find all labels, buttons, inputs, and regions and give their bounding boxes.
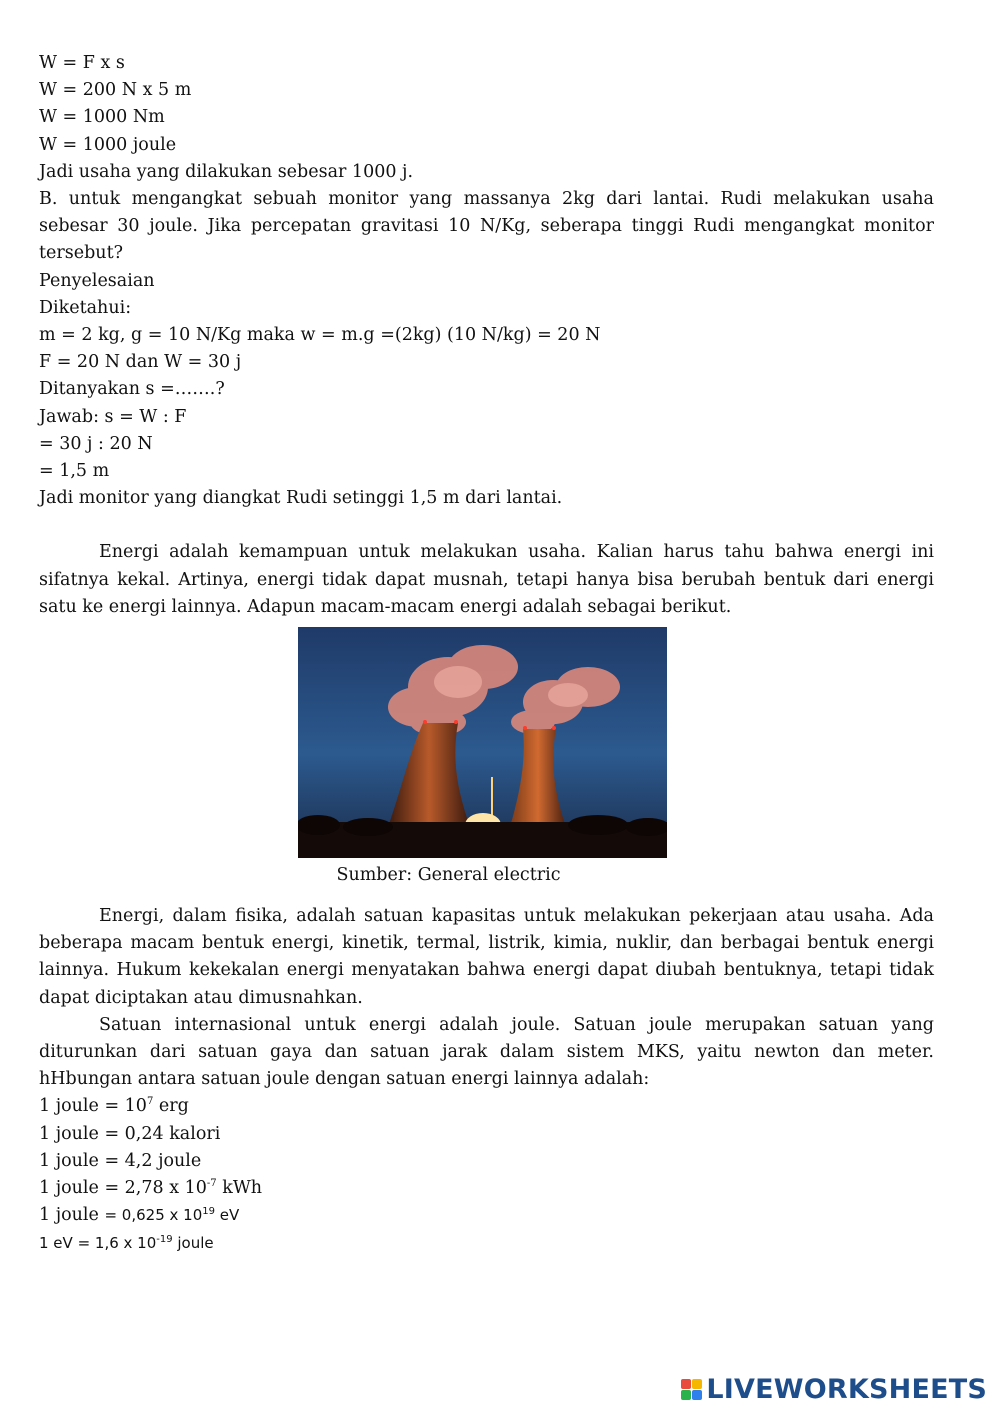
conversion-line: 1 eV = 1,6 x $10^{-19}$ joule [39,1233,214,1252]
text-line: = 1,5 m [39,461,110,482]
text-line: W = 200 N x 5 m [39,80,192,101]
text-line: Jadi usaha yang dilakukan sebesar 1000 j. [39,161,414,182]
text-line: Jadi monitor yang diangkat Rudi setinggi 1,5 m dari lantai. [39,488,563,509]
liveworksheets-logo[interactable] [681,1374,987,1405]
text-line: Jawab: s = W : F [39,406,187,427]
text-line: Penyelesaian [39,270,155,291]
figure-caption: Sumber: General electric [336,865,561,886]
conversion-line: 1 joule = $10^7$ erg [39,1096,189,1117]
text-line: W = 1000 Nm [39,107,165,128]
energy-units-paragraph: Satuan internasional untuk energi adalah joule. Satuan joule merupakan satuan yang diturunkan dari satuan gaya dan satuan jarak dalam sistem MKS, yaitu newton dan meter. hHbungan antara satuan joule dengan satuan energi lainnya adalah: [39,1014,934,1090]
conversion-line: 1 joule = 4,2 joule [39,1150,202,1171]
text-line: = 30 j : 20 N [39,433,153,454]
text-line: Ditanyakan s =…….? [39,379,225,400]
problem-b: B. untuk mengangkat sebuah monitor yang massanya 2kg dari lantai. Rudi melakukan usaha sebesar 30 joule. Jika percepatan gravitasi 10 N/Kg, seberapa tinggi Rudi mengangkat monitor tersebut? [39,189,934,264]
text-line: m = 2 kg, g = 10 N/Kg maka w = m.g =(2kg) (10 N/kg) = 20 N [39,325,601,346]
brand-name: LIVEWORKSHEETS [706,1374,987,1405]
energy-intro-paragraph: Energi adalah kemampuan untuk melakukan usaha. Kalian harus tahu bahwa energi ini sifatnya kekal. Artinya, energi tidak dapat musnah, tetapi hanya bisa berubah bentuk dari energi satu ke energi lainnya. Adapun macam-macam energi adalah sebagai berikut. [39,542,934,617]
text-line: F = 20 N dan W = 30 j [39,352,242,373]
logo-tiles-icon [681,1379,702,1400]
cooling-towers-photo [298,627,667,858]
conversion-line: 1 joule = 2,78 x $10^{-7}$ kWh [39,1178,263,1199]
energy-physics-paragraph: Energi, dalam fisika, adalah satuan kapasitas untuk melakukan pekerjaan atau usaha. Ada beberapa macam bentuk energi, kinetik, termal, listrik, kimia, nuklir, dan berbagai bentuk energi lainnya. Hukum kekekalan energi menyatakan bahwa energi dapat diubah bentuknya, tetapi tidak dapat diciptakan atau dimusnahkan. [39,906,934,1008]
document-page [39,50,934,1257]
text-line: Diketahui: [39,297,132,318]
conversion-line: 1 joule = 0,24 kalori [39,1123,221,1144]
text-line: W = F x s [39,53,125,73]
text-line: W = 1000 joule [39,134,177,155]
conversion-line: 1 joule = 0,625 x $10^{19}$ eV [39,1205,240,1226]
figure [39,627,934,903]
